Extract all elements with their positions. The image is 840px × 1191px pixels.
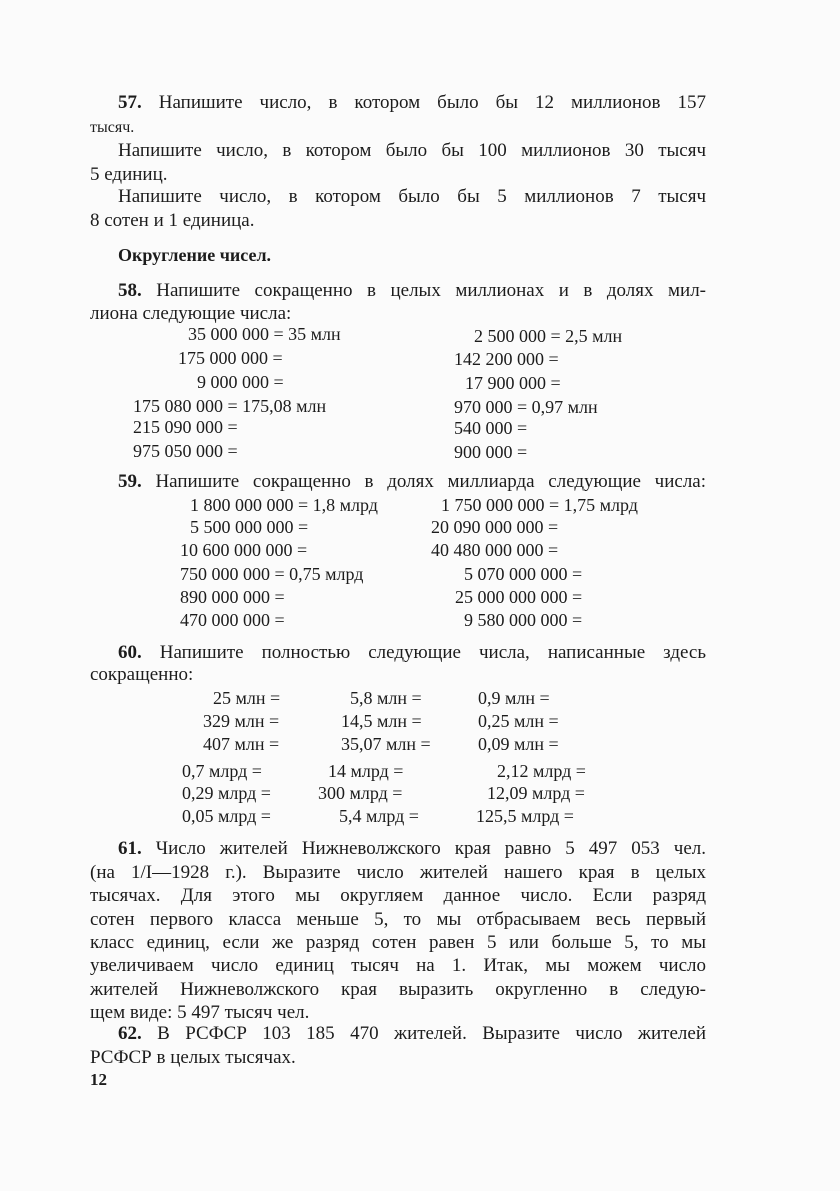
p59-left-5: 890 000 000 =	[180, 587, 285, 607]
p60-line-2: сокращенно:	[90, 664, 194, 685]
p59-left-1: 1 800 000 000 = 1,8 млрд	[190, 495, 378, 515]
p57-line-5: Напишите число, в котором было бы 5 миллионов 7 тысяч	[118, 186, 706, 207]
p59-right-3: 40 480 000 000 =	[431, 540, 559, 560]
p60-col2-6: 5,4 млрд =	[339, 806, 419, 826]
p60-number: 60.	[118, 642, 142, 663]
p59-left-2: 5 500 000 000 =	[190, 517, 309, 537]
p60-col3-1: 0,9 млн =	[478, 688, 550, 708]
p60-col2-2: 14,5 млн =	[341, 711, 422, 731]
p59-right-2: 20 090 000 000 =	[431, 517, 559, 537]
p57-line-1: 57. Напишите число, в котором было бы 12 миллионов 157	[118, 92, 707, 113]
p59-right-4: 5 070 000 000 =	[464, 564, 583, 584]
p58-right-2: 142 200 000 =	[454, 349, 559, 369]
p61-line-4: сотен первого класса меньше 5, то мы отбрасываем весь первый	[90, 909, 706, 930]
p59-right-6: 9 580 000 000 =	[464, 610, 583, 630]
p60-col2-3: 35,07 млн =	[341, 734, 431, 754]
p58-right-3: 17 900 000 =	[465, 373, 561, 393]
p58-right-1: 2 500 000 = 2,5 млн	[474, 326, 623, 346]
p58-left-6: 975 050 000 =	[133, 441, 238, 461]
p60-col3-2: 0,25 млн =	[478, 711, 559, 731]
p59-right-5: 25 000 000 000 =	[455, 587, 583, 607]
p60-col1-6: 0,05 млрд =	[182, 806, 271, 826]
p57-line-6: 8 сотен и 1 единица.	[90, 210, 255, 231]
p62-number: 62.	[118, 1023, 142, 1044]
p59-right-1: 1 750 000 000 = 1,75 млрд	[441, 495, 638, 515]
p57-line-3: Напишите число, в котором было бы 100 миллионов 30 тысяч	[118, 140, 706, 161]
p57-line-2: тысяч.	[90, 119, 135, 136]
p58-line-1: 58. Напишите сокращенно в целых миллионах и в долях мил-	[118, 280, 706, 301]
p59-number: 59.	[118, 471, 142, 492]
p61-line-8: щем виде: 5 497 тысяч чел.	[90, 1002, 310, 1023]
p60-col1-1: 25 млн =	[213, 688, 281, 708]
p58-line-2: лиона следующие числа:	[90, 303, 292, 324]
page-number: 12	[90, 1070, 107, 1089]
p61-line-2: (на 1/I—1928 г.). Выразите число жителей нашего края в целых	[90, 862, 706, 883]
p61-line-6: увеличиваем число единиц тысяч на 1. Итак, мы можем число	[90, 955, 706, 976]
p62-line-1: 62. В РСФСР 103 185 470 жителей. Выразите число жителей	[118, 1023, 707, 1044]
p60-col1-4: 0,7 млрд =	[182, 761, 262, 781]
p60-col3-4: 2,12 млрд =	[497, 761, 586, 781]
p59-left-6: 470 000 000 =	[180, 610, 285, 630]
p57-line-4: 5 единиц.	[90, 164, 168, 185]
p62-line-2: РСФСР в целых тысячах.	[90, 1047, 296, 1068]
p60-col1-5: 0,29 млрд =	[182, 783, 271, 803]
p58-left-5: 215 090 000 =	[133, 417, 238, 437]
section-heading: Округление чисел.	[118, 245, 272, 265]
p60-col1-3: 407 млн =	[203, 734, 280, 754]
p60-col2-5: 300 млрд =	[318, 783, 403, 803]
p61-line-5: класс единиц, если же разряд сотен равен 5 или больше 5, то мы	[90, 932, 706, 953]
p60-col3-3: 0,09 млн =	[478, 734, 559, 754]
p60-col2-1: 5,8 млн =	[350, 688, 422, 708]
p61-line-3: тысячах. Для этого мы округляем данное число. Если разряд	[90, 885, 706, 906]
p58-left-3: 9 000 000 =	[197, 372, 284, 392]
p59-line-1: 59. Напишите сокращенно в долях миллиарда следующие числа:	[118, 471, 707, 492]
p60-col3-5: 12,09 млрд =	[487, 783, 585, 803]
p58-right-5: 540 000 =	[454, 418, 528, 438]
p58-number: 58.	[118, 280, 142, 301]
p58-right-4: 970 000 = 0,97 млн	[454, 397, 598, 417]
p58-left-2: 175 000 000 =	[178, 348, 283, 368]
p59-left-3: 10 600 000 000 =	[180, 540, 308, 560]
p60-col2-4: 14 млрд =	[328, 761, 404, 781]
p61-line-1: 61. Число жителей Нижневолжского края равно 5 497 053 чел.	[118, 838, 707, 859]
p61-line-7: жителей Нижневолжского края выразить округленно в следую-	[90, 979, 706, 1000]
p61-number: 61.	[118, 838, 142, 859]
p58-right-6: 900 000 =	[454, 442, 528, 462]
p58-left-1: 35 000 000 = 35 млн	[188, 324, 341, 344]
p60-col3-6: 125,5 млрд =	[476, 806, 574, 826]
p60-line-1: 60. Напишите полностью следующие числа, написанные здесь	[118, 642, 706, 663]
p57-number: 57.	[118, 92, 142, 113]
p60-col1-2: 329 млн =	[203, 711, 280, 731]
p59-left-4: 750 000 000 = 0,75 млрд	[180, 564, 364, 584]
p58-left-4: 175 080 000 = 175,08 млн	[133, 396, 327, 416]
